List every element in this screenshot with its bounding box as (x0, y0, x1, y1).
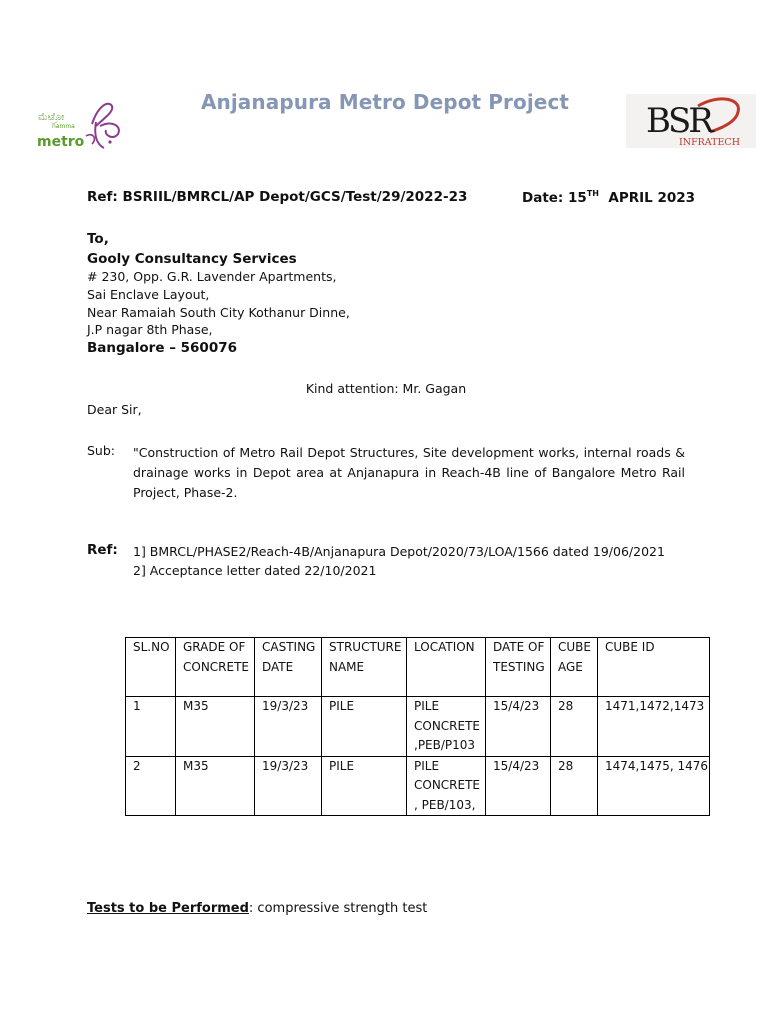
cell-location: PILE CONCRETE , PEB/103, (407, 756, 486, 816)
to-label: To, (87, 231, 109, 247)
logo-namma-text: namma (52, 123, 75, 130)
date-suffix: TH (586, 189, 599, 198)
header-grade: GRADE OF CONCRETE (176, 638, 255, 697)
date-day: 15 (568, 190, 587, 206)
address-line: # 230, Opp. G.R. Lavender Apartments, (87, 269, 337, 284)
subject-text: "Construction of Metro Rail Depot Structures, Site development works, internal roads & drainage works in Depot area at Anjanapura in Reach-4B line of Bangalore Metro Rail Project, Phase-2. (133, 445, 685, 500)
header-cube-age: CUBE AGE (551, 638, 598, 697)
cell-grade: M35 (176, 756, 255, 816)
salutation: Dear Sir, (87, 402, 142, 417)
cell-casting-date: 19/3/23 (255, 697, 322, 757)
logo-metro-text: metro (37, 134, 85, 150)
logo-kannada-text: ಮೆಟ್ರೋ (38, 112, 65, 123)
cell-location: PILE CONCRETE ,PEB/P103 (407, 697, 486, 757)
reference-number: Ref: BSRIIL/BMRCL/AP Depot/GCS/Test/29/2022-23 (87, 189, 468, 205)
cell-casting-date: 19/3/23 (255, 756, 322, 816)
header-date-of-testing: DATE OF TESTING (486, 638, 551, 697)
cell-sl-no: 1 (126, 697, 176, 757)
logo-bsr-text: BSR (646, 101, 711, 141)
reference-item: 2] Acceptance letter dated 22/10/2021 (133, 563, 377, 578)
date-rest: APRIL 2023 (608, 190, 696, 206)
address-line: J.P nagar 8th Phase, (87, 322, 213, 337)
references-list (133, 542, 665, 580)
logo-infratech-text: INFRATECH (679, 137, 740, 148)
tests-label: Tests to be Performed (87, 901, 249, 916)
cell-date-of-testing: 15/4/23 (486, 697, 551, 757)
recipient-company: Gooly Consultancy Services (87, 251, 297, 267)
cell-cube-age: 28 (551, 697, 598, 757)
address-line: Sai Enclave Layout, (87, 287, 210, 302)
header-sl-no: SL.NO (126, 638, 176, 697)
header-structure-name: STRUCTURE NAME (322, 638, 407, 697)
address-line: Near Ramaiah South City Kothanur Dinne, (87, 305, 350, 320)
header-casting-date: CASTING DATE (255, 638, 322, 697)
tests-to-be-performed (87, 901, 427, 916)
page-title: Anjanapura Metro Depot Project (200, 90, 570, 114)
cell-sl-no: 2 (126, 756, 176, 816)
table-row (126, 697, 710, 757)
cell-cube-id: 1471,1472,1473 (598, 697, 710, 757)
date-label: Date: (522, 190, 564, 206)
cell-grade: M35 (176, 697, 255, 757)
bsr-infratech-logo (626, 94, 756, 148)
cell-date-of-testing: 15/4/23 (486, 756, 551, 816)
table-header-row (126, 638, 710, 697)
kind-attention: Kind attention: Mr. Gagan (305, 381, 467, 396)
references-label: Ref: (87, 542, 118, 558)
table-row (126, 756, 710, 816)
cell-structure-name: PILE (322, 756, 407, 816)
recipient-city: Bangalore – 560076 (87, 340, 238, 356)
namma-metro-logo (34, 96, 130, 156)
tests-value: : compressive strength test (248, 901, 428, 916)
cell-structure-name: PILE (322, 697, 407, 757)
header-cube-id: CUBE ID (598, 638, 710, 697)
cell-cube-id: 1474,1475, 1476 (598, 756, 710, 816)
subject-label: Sub: (87, 443, 116, 458)
reference-item: 1] BMRCL/PHASE2/Reach-4B/Anjanapura Depot/2020/73/LOA/1566 dated 19/06/2021 (133, 544, 665, 559)
header-location: LOCATION (407, 638, 486, 697)
cell-cube-age: 28 (551, 756, 598, 816)
cube-test-table (125, 637, 710, 816)
letter-date (522, 189, 695, 206)
